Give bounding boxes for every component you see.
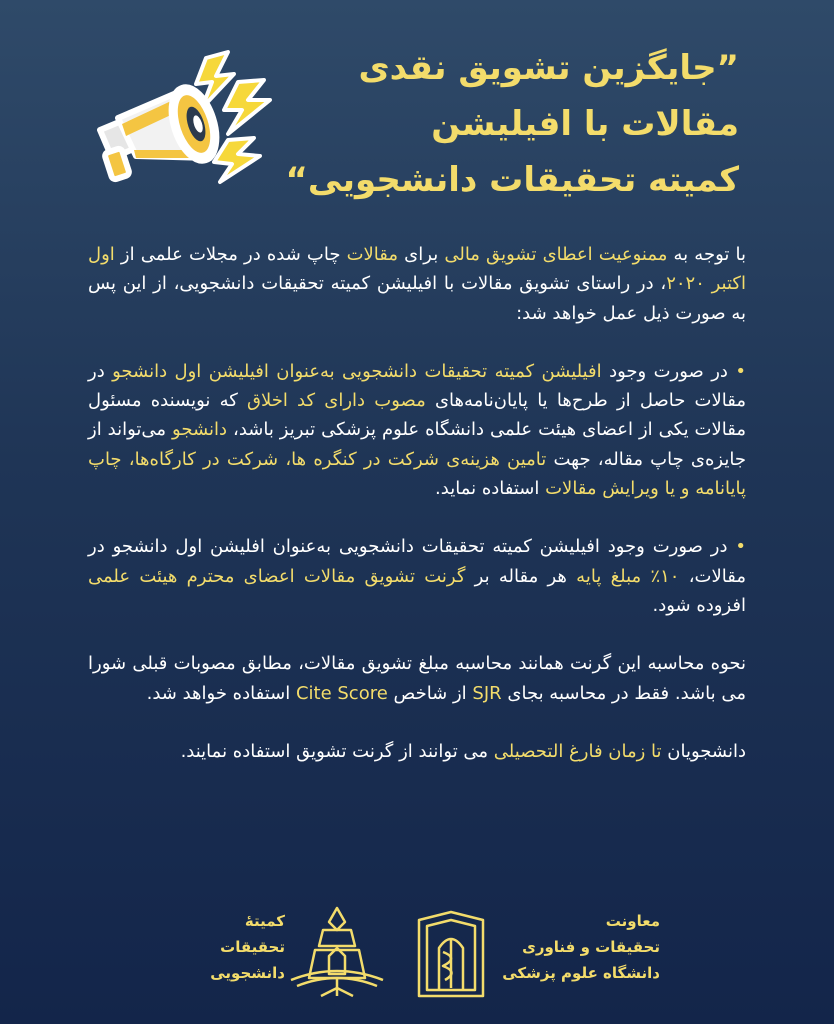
closing-paragraph	[88, 737, 746, 766]
body-text	[88, 240, 746, 766]
bullet-icon: •	[735, 536, 746, 558]
bullet2-text-2: هر مقاله بر	[465, 565, 577, 587]
bullet-icon: •	[735, 360, 746, 382]
intro-highlight-3: اول اکتبر ۲۰۲۰	[88, 244, 746, 295]
university-logo-text	[490, 908, 660, 986]
calc-text-3: استفاده خواهد شد.	[146, 682, 296, 704]
medical-university-logo	[415, 908, 487, 1000]
intro-paragraph	[88, 240, 746, 328]
bullet2-highlight-1: ۱۰٪ مبلغ پایه	[576, 565, 680, 587]
bullet1-text-2: در مقالات حاصل از طرح‌ها یا پایان‌نامه‌های	[88, 360, 746, 412]
university-line-1: معاونت	[605, 912, 660, 930]
committee-logo-text	[190, 908, 285, 986]
bullet1-highlight-4: تامین هزینه‌ی شرکت در کنگره ها، شرکت در کارگاه‌ها، چاپ پایانامه و یا ویرایش مقالات	[88, 448, 746, 500]
bullet1-highlight-1: افیلیشن کمیته تحقیقات دانشجویی به‌عنوان افیلیشن اول دانشجو	[112, 360, 602, 382]
bullet1-highlight-3: دانشجو	[172, 419, 228, 441]
title-line-2: مقالات با افیلیشن	[431, 104, 739, 144]
closing-text-2: می توانند از گرنت تشویق استفاده نمایند.	[180, 740, 494, 762]
poster-title	[269, 40, 739, 208]
title-line-3: کمیته تحقیقات دانشجویی“	[285, 160, 739, 200]
bullet1-text-5: استفاده نماید.	[435, 478, 546, 500]
bullet2-text-1: در صورت وجود افیلیشن کمیته تحقیقات دانشجویی به‌عنوان افلیشن اول دانشجو در مقالات،	[88, 536, 746, 587]
intro-text-2: برای	[398, 244, 445, 265]
university-line-2: تحقیقات و فناوری	[522, 938, 660, 956]
bullet2-text-3: افزوده شود.	[652, 594, 746, 616]
committee-line-1: کمیتهٔ	[244, 912, 285, 930]
calc-highlight-cite-score: Cite Score	[295, 682, 388, 704]
closing-text-1: دانشجویان	[661, 740, 746, 762]
calc-text-1: نحوه محاسبه این گرنت همانند محاسبه مبلغ تشویق مقالات، مطابق مصوبات قبلی شورا می باشد. فقط در محاسبه بجای	[88, 653, 746, 704]
bullet1-highlight-2: مصوب دارای کد اخلاق	[247, 390, 426, 412]
intro-highlight-2: مقالات	[346, 244, 399, 265]
bullet1-text-3: که نویسنده مسئول مقالات یکی از اعضای هیئت علمی دانشگاه علوم پزشکی تبریز باشد،	[88, 390, 746, 441]
committee-line-2: تحقیقات	[220, 938, 285, 956]
intro-text-3: چاپ شده در مجلات علمی از	[114, 244, 347, 265]
bullet1-text-4: می‌تواند از جایزه‌ی چاپ مقاله، جهت	[88, 419, 746, 470]
bullet2-highlight-2: گرنت تشویق مقالات اعضای محترم هیئت علمی	[88, 565, 466, 587]
university-line-3: دانشگاه علوم پزشکی	[502, 964, 660, 982]
megaphone-icon	[78, 38, 288, 198]
bullet1-text-1: در صورت وجود	[601, 360, 728, 382]
closing-highlight-1: تا زمان فارغ التحصیلی	[493, 740, 662, 762]
intro-highlight-1: ممنوعیت اعطای تشویق مالی	[444, 244, 668, 265]
committee-line-3: دانشجویی	[210, 964, 285, 982]
bullet-paragraph-2	[88, 532, 746, 620]
intro-text-4: ، در راستای تشویق مقالات با افیلیشن کمیته تحقیقات دانشجویی، از این پس به صورت ذیل عمل خواهد شد:	[88, 273, 746, 324]
bullet-paragraph-1	[88, 357, 746, 503]
title-line-1: ”جایگزین تشویق نقدی	[358, 48, 739, 88]
calculation-paragraph	[88, 649, 746, 708]
calc-text-2: از شاخص	[387, 682, 473, 704]
calc-highlight-sjr: SJR	[472, 682, 502, 704]
intro-text-1: با توجه به	[667, 244, 747, 265]
student-research-committee-logo	[285, 900, 390, 1000]
